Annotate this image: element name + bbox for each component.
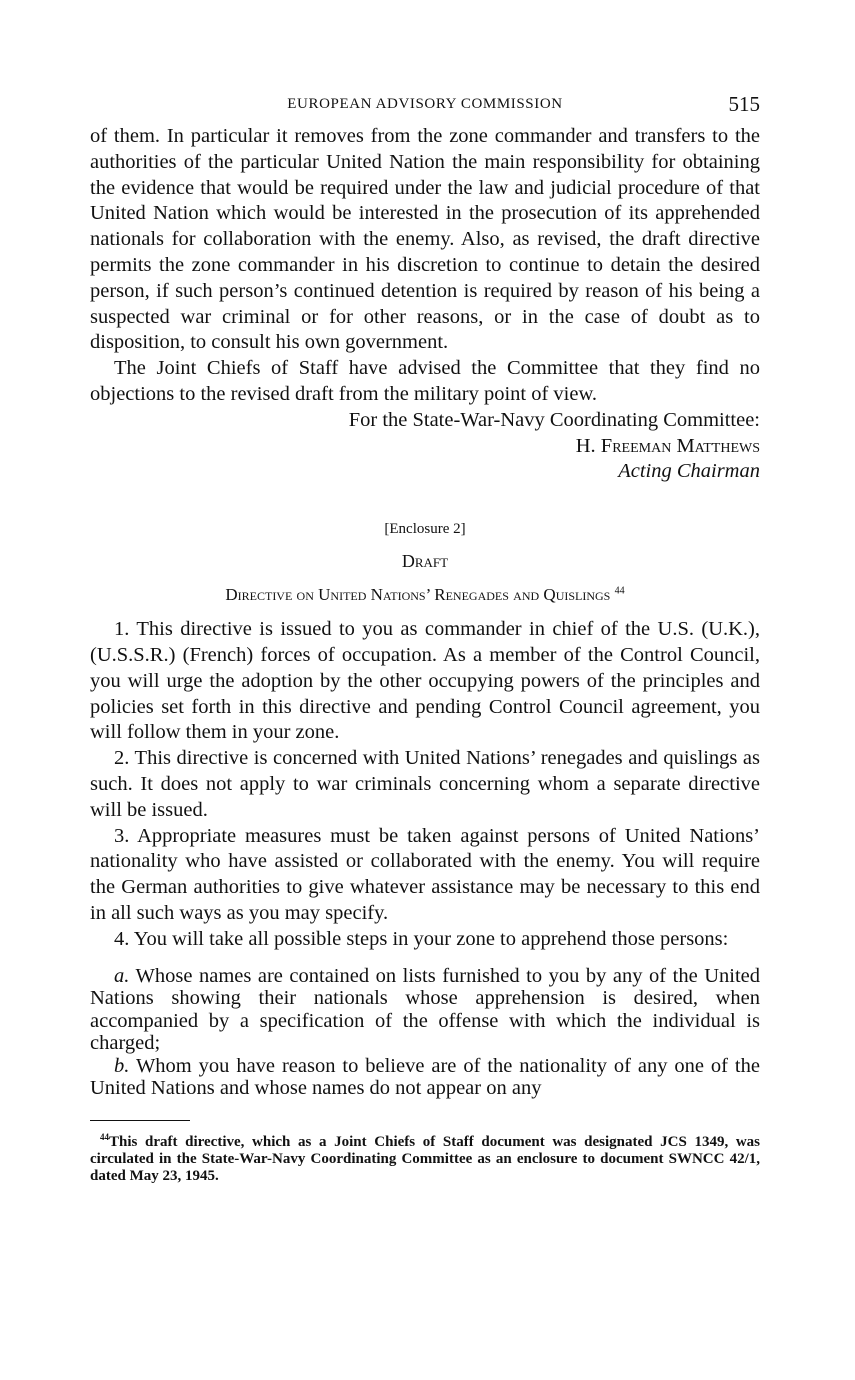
paragraph-joint-chiefs: The Joint Chiefs of Staff have advised the Committee that they find no objections to the revised draft from the military point of view. bbox=[90, 357, 760, 405]
footnote-marker: 44 bbox=[100, 1131, 109, 1142]
directive-item-3: 3. Appropriate measures must be taken against persons of United Nations’ nationality who have assisted or collaborated with the enemy. You will require the German authorities to give whatever assistance may be necessary to this end in all such ways as you may specify. bbox=[90, 824, 760, 924]
directive-item-1: 1. This directive is issued to you as commander in chief of the U.S. (U.K.), (U.S.S.R.) (French) forces of occupation. As a member of the Control Council, you will urge the adoption by the other occupying powers of the principles and policies set forth in this directive and pending Control Council agreement, you will follow them in your zone. bbox=[90, 618, 760, 744]
directive-title-text: Directive on United Nations’ Renegades and Quislings bbox=[225, 585, 611, 605]
page-header bbox=[90, 88, 760, 124]
signature-name: H. Freeman Matthews bbox=[575, 434, 760, 457]
footnote-text: This draft directive, which as a Joint Chiefs of Staff document was designated JCS 1349, was circulated in the State-War-Navy Coordinating Committee as an enclosure to document SWNCC 42/1, dated May 23, 1945. bbox=[90, 1133, 760, 1184]
signature-block bbox=[90, 408, 760, 485]
signature-line: For the State-War-Navy Coordinating Committee: bbox=[348, 408, 760, 431]
footnote bbox=[90, 1129, 760, 1185]
directive-item-2: 2. This directive is concerned with United Nations’ renegades and quislings as such. It does not apply to war criminals concerning whom a separate directive will be issued. bbox=[90, 747, 760, 821]
subitem-text-a: Whose names are contained on lists furnished to you by any of the United Nations showing their nationals whose apprehension is desired, when accompanied by a specification of the offense with which the individual is charged; bbox=[90, 964, 760, 1055]
page bbox=[90, 88, 760, 1185]
directive-subitem-b bbox=[90, 1055, 760, 1100]
subitem-text-b: Whom you have reason to believe are of the nationality of any one of the United Nations and whose names do not appear on any bbox=[90, 1054, 760, 1100]
running-head: EUROPEAN ADVISORY COMMISSION bbox=[287, 96, 563, 112]
enclosure-label: [Enclosure 2] bbox=[384, 521, 466, 538]
subitem-letter-a: a. bbox=[114, 964, 130, 987]
draft-heading: Draft bbox=[401, 551, 449, 572]
directive-title bbox=[90, 585, 760, 607]
directive-subitem-a bbox=[90, 965, 760, 1055]
page-number: 515 bbox=[728, 92, 760, 116]
footnote-reference: 44 bbox=[614, 585, 625, 597]
directive-item-4: 4. You will take all possible steps in your zone to apprehend those persons: bbox=[114, 927, 729, 950]
paragraph-continuation: of them. In particular it removes from the zone commander and transfers to the authorities of the particular United Nation the main responsibility for obtaining the evidence that would be required under the law and judicial procedure of that United Nation which would be interested in the prosecution of its apprehended nationals for collaboration with the enemy. Also, as revised, the draft directive permits the zone commander in his discretion to continue to detain the desired person, if such person’s continued detention is required by reason of his being a suspected war criminal or for other reasons, or in the case of doubt as to disposition, to consult his own government. bbox=[90, 125, 760, 354]
footnote-divider bbox=[90, 1120, 190, 1121]
signature-title: Acting Chairman bbox=[618, 460, 760, 483]
subitem-letter-b: b. bbox=[114, 1054, 130, 1077]
